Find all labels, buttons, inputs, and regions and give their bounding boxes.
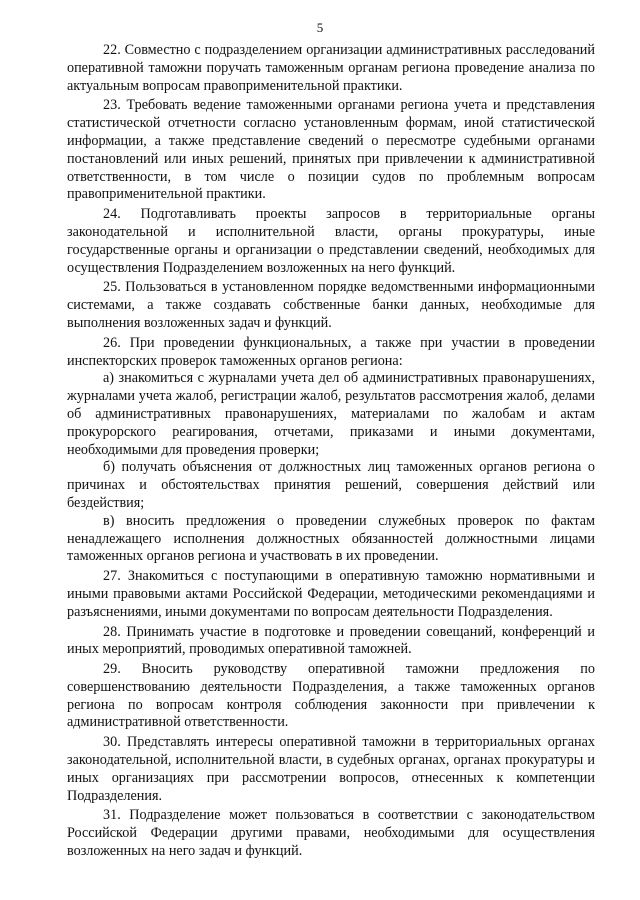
paragraph-22: 22. Совместно с подразделением организации административных расследований оперативной таможни поручать таможенным органам региона проведение анализа по актуальным вопросам правоприменительной практики.	[67, 42, 595, 94]
paragraph-26-v: в) вносить предложения о проведении служебных проверок по фактам ненадлежащего исполнения должностных обязанностей должностными лицами таможенных органов региона и участвовать в их проведении.	[67, 512, 595, 565]
paragraph-25: 25. Пользоваться в установленном порядке ведомственными информационными системами, а также создавать собственные банки данных, необходимые для выполнения возложенных задач и функций.	[67, 279, 595, 331]
document-body	[67, 42, 595, 861]
paragraph-26-b: б) получать объяснения от должностных лиц таможенных органов региона о причинах и обстоятельствах принятия решений, совершения действий или бездействия;	[67, 459, 595, 511]
paragraph-26-a: а) знакомиться с журналами учета дел об административных правонарушениях, журналами учета жалоб, регистрации жалоб, результатов рассмотрения жалоб, делами об административных правонарушениях, материалами по жалобам и актам прокурорского реагирования, отчетами, приказами и иными документами, необходимыми для проведения проверки;	[67, 370, 595, 458]
paragraph-26: 26. При проведении функциональных, а также при участии в проведении инспекторских проверок таможенных органов региона:	[67, 334, 595, 369]
paragraph-30: 30. Представлять интересы оперативной таможни в территориальных органах законодательной, исполнительной власти, в судебных органах, органах прокуратуры и иных организациях при рассмотрении вопросов, отнесенных к компетенции Подразделения.	[67, 734, 595, 804]
paragraph-24: 24. Подготавливать проекты запросов в территориальные органы законодательной и исполнительной власти, органы прокуратуры, иные государственные органы и организации о представлении сведений, необходимых для осуществления Подразделением возложенных на него функций.	[67, 206, 595, 276]
paragraph-28: 28. Принимать участие в подготовке и проведении совещаний, конференций и иных мероприятий, проводимых оперативной таможней.	[67, 623, 595, 658]
paragraph-27: 27. Знакомиться с поступающими в оперативную таможню нормативными и иными правовыми актами Российской Федерации, методическими рекомендациями и разъяснениями, иными документами по вопросам деятельности Подразделения.	[67, 568, 595, 620]
paragraph-29: 29. Вносить руководству оперативной таможни предложения по совершенствованию деятельности Подразделения, а также таможенных органов региона по вопросам контроля соблюдения законности при привлечении к административной ответственности.	[67, 661, 595, 731]
paragraph-23: 23. Требовать ведение таможенными органами региона учета и представления статистической отчетности согласно установленным формам, иной статистической информации, а также представление сведений о пересмотре судебными органами постановлений или иных решений, принятых при привлечении к административной ответственности, в том числе о позиции судов по проблемным вопросам правоприменительной практики.	[67, 97, 595, 203]
paragraph-31: 31. Подразделение может пользоваться в соответствии с законодательством Российской Федерации другими правами, необходимыми для осуществления возложенных на него задач и функций.	[67, 807, 595, 860]
page-number: 5	[316, 20, 324, 35]
